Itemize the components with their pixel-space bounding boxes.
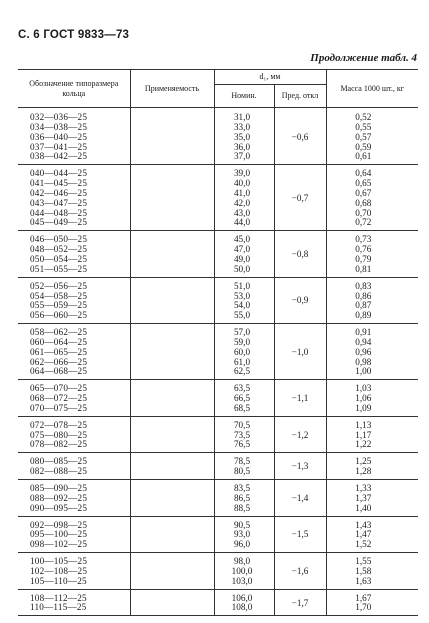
nominal-cell: 51,0 53,0 54,0 55,0 [214, 277, 274, 323]
mass-cell: 0,52 0,55 0,57 0,59 0,61 [326, 108, 418, 165]
applicability-cell [130, 516, 214, 553]
tolerance-cell: −0,9 [274, 277, 326, 323]
tolerance-cell: −1,2 [274, 416, 326, 453]
designation-cell: 108—112—25 110—115—25 [18, 589, 130, 616]
nominal-cell: 98,0 100,0 103,0 [214, 553, 274, 590]
applicability-cell [130, 324, 214, 380]
mass-cell: 1,25 1,28 [326, 453, 418, 480]
nominal-cell: 83,5 86,5 88,5 [214, 480, 274, 517]
applicability-cell [130, 480, 214, 517]
designation-cell: 046—050—25 048—052—25 050—054—25 051—055—25 [18, 231, 130, 277]
applicability-cell [130, 589, 214, 616]
col-header-d1: d₁, мм [214, 70, 326, 85]
applicability-cell [130, 277, 214, 323]
nominal-cell: 45,0 47,0 49,0 50,0 [214, 231, 274, 277]
designation-cell: 085—090—25 088—092—25 090—095—25 [18, 480, 130, 517]
mass-cell: 1,55 1,58 1,63 [326, 553, 418, 590]
mass-cell: 0,83 0,86 0,87 0,89 [326, 277, 418, 323]
table-row-group [18, 277, 418, 323]
designation-cell: 072—078—25 075—080—25 078—082—25 [18, 416, 130, 453]
nominal-cell: 106,0 108,0 [214, 589, 274, 616]
applicability-cell [130, 453, 214, 480]
designation-cell: 092—098—25 095—100—25 098—102—25 [18, 516, 130, 553]
page-number: С. 6 [18, 29, 40, 41]
tolerance-cell: −1,7 [274, 589, 326, 616]
nominal-cell: 90,5 93,0 96,0 [214, 516, 274, 553]
ring-size-table [18, 69, 418, 616]
table-row-group [18, 480, 418, 517]
designation-cell: 100—105—25 102—108—25 105—110—25 [18, 553, 130, 590]
table-row-group [18, 324, 418, 380]
table-row-group [18, 516, 418, 553]
mass-cell: 1,13 1,17 1,22 [326, 416, 418, 453]
nominal-cell: 70,5 73,5 76,5 [214, 416, 274, 453]
table-continuation-caption: Продолжение табл. 4 [310, 52, 417, 64]
applicability-cell [130, 231, 214, 277]
table-row-group [18, 589, 418, 616]
designation-cell: 052—056—25 054—058—25 055—059—25 056—060—25 [18, 277, 130, 323]
designation-cell: 080—085—25 082—088—25 [18, 453, 130, 480]
mass-cell: 1,43 1,47 1,52 [326, 516, 418, 553]
designation-cell: 040—044—25 041—045—25 042—046—25 043—047—25 044—048—25 045—049—25 [18, 165, 130, 231]
applicability-cell [130, 416, 214, 453]
applicability-cell [130, 553, 214, 590]
tolerance-cell: −1,0 [274, 324, 326, 380]
tolerance-cell: −1,3 [274, 453, 326, 480]
tolerance-cell: −1,4 [274, 480, 326, 517]
mass-cell: 0,91 0,94 0,96 0,98 1,00 [326, 324, 418, 380]
nominal-cell: 63,5 66,5 68,5 [214, 380, 274, 417]
mass-cell: 1,33 1,37 1,40 [326, 480, 418, 517]
tolerance-cell: −0,7 [274, 165, 326, 231]
table-row-group [18, 380, 418, 417]
table-row-group [18, 416, 418, 453]
tolerance-cell: −1,1 [274, 380, 326, 417]
col-header-applicability: Применяемость [130, 70, 214, 108]
applicability-cell [130, 165, 214, 231]
tolerance-cell: −0,8 [274, 231, 326, 277]
mass-cell: 0,64 0,65 0,67 0,68 0,70 0,72 [326, 165, 418, 231]
table-row-group [18, 165, 418, 231]
applicability-cell [130, 108, 214, 165]
nominal-cell: 78,5 80,5 [214, 453, 274, 480]
designation-cell: 058—062—25 060—064—25 061—065—25 062—066—25 064—068—25 [18, 324, 130, 380]
table-body [18, 108, 418, 616]
col-header-nominal: Номин. [214, 85, 274, 108]
mass-cell: 1,67 1,70 [326, 589, 418, 616]
table-row-group [18, 108, 418, 165]
mass-cell: 0,73 0,76 0,79 0,81 [326, 231, 418, 277]
tolerance-cell: −0,6 [274, 108, 326, 165]
applicability-cell [130, 380, 214, 417]
mass-cell: 1,03 1,06 1,09 [326, 380, 418, 417]
nominal-cell: 57,0 59,0 60,0 61,0 62,5 [214, 324, 274, 380]
designation-cell: 065—070—25 068—072—25 070—075—25 [18, 380, 130, 417]
table-row-group [18, 553, 418, 590]
tolerance-cell: −1,6 [274, 553, 326, 590]
nominal-cell: 31,0 33,0 35,0 36,0 37,0 [214, 108, 274, 165]
col-header-tolerance: Пред. откл [274, 85, 326, 108]
col-header-designation: Обозначение типоразмера кольца [18, 70, 130, 108]
nominal-cell: 39,0 40,0 41,0 42,0 43,0 44,0 [214, 165, 274, 231]
designation-cell: 032—036—25 034—038—25 036—040—25 037—041—25 038—042—25 [18, 108, 130, 165]
page-header [18, 29, 129, 41]
col-header-mass: Масса 1000 шт., кг [326, 70, 418, 108]
table-row-group [18, 231, 418, 277]
standard-code: ГОСТ 9833—73 [43, 29, 130, 41]
table-row-group [18, 453, 418, 480]
tolerance-cell: −1,5 [274, 516, 326, 553]
